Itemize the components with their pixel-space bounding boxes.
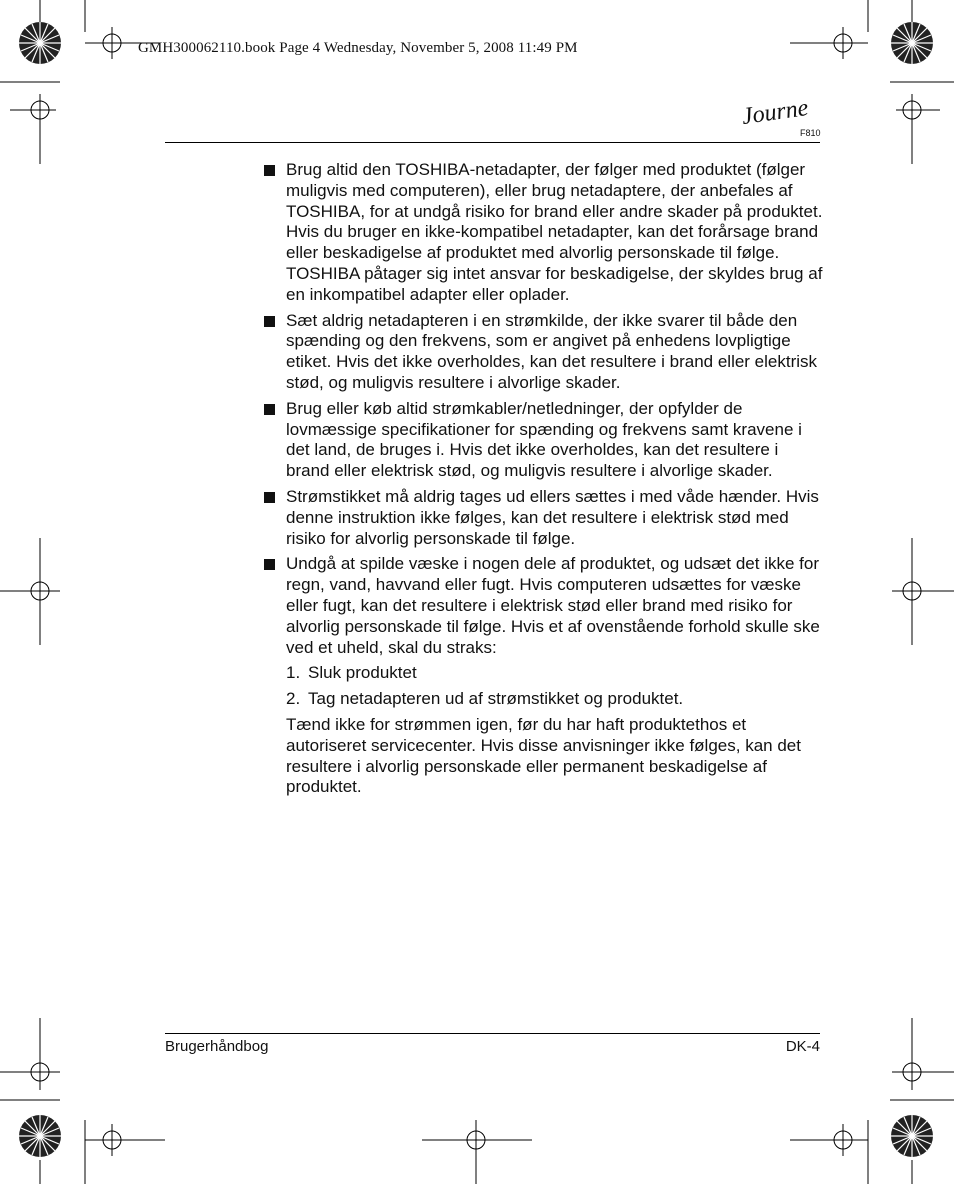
step-text: Sluk produktet <box>308 663 417 683</box>
safety-instructions <box>264 160 824 798</box>
step-number: 2. <box>286 689 301 709</box>
step-item <box>286 689 824 710</box>
bullet-text: Brug altid den TOSHIBA-netadapter, der følger med produktet (følger muligvis med computeren), eller brug netadaptere, der anbefales af TOSHIBA, for at undgå risiko for brand eller andre skader på produktet. Hvis du bruger en ikke-kompatibel netadapter, kan det forårsage brand eller beskadigelse af produktet med alvorlig personskade til følge. TOSHIBA påtager sig intet ansvar for beskadigelse, der skyldes brug af en inkompatibel adapter eller oplader. <box>286 160 823 304</box>
bullet-item <box>264 311 824 394</box>
closing-note: Tænd ikke for strømmen igen, før du har haft produktethos et autoriseret servicecenter. Hvis disse anvisninger ikke følges, kan det resultere i alvorlig personskade eller permanent beskadigelse af produktet. <box>286 714 801 797</box>
step-item <box>286 663 824 684</box>
step-number: 1. <box>286 663 301 683</box>
bullet-text: Strømstikket må aldrig tages ud ellers sættes i med våde hænder. Hvis denne instruktion ikke følges, kan det resultere i elektrisk stød med risiko for alvorlig personskade til følge. <box>286 486 819 548</box>
square-bullet-icon <box>264 554 286 658</box>
bullet-item <box>264 399 824 482</box>
step-text: Tag netadapteren ud af strømstikket og produktet. <box>308 689 684 709</box>
bullet-item <box>264 487 824 549</box>
bullet-item <box>264 160 824 306</box>
square-bullet-icon <box>264 487 286 549</box>
bullet-item <box>264 554 824 658</box>
square-bullet-icon <box>264 160 286 306</box>
header-rule <box>165 142 820 143</box>
footer-rule <box>165 1033 820 1034</box>
square-bullet-icon <box>264 311 286 394</box>
footer-manual-title: Brugerhåndbog <box>165 1038 269 1055</box>
model-label: F810 <box>800 128 821 138</box>
bullet-text: Sæt aldrig netadapteren i en strømkilde, der ikke svarer til både den spænding og den frekvens, som er angivet på enhedens lovpligtige etiket. Hvis det ikke overholdes, kan det resultere i brand eller elektrisk stød, og muligvis resultere i alvorlige skader. <box>286 310 818 392</box>
bullet-text: Brug eller køb altid strømkabler/netledninger, der opfylder de lovmæssige specifikationer for spænding og frekvens samt kravene i det land, de bruges i. Hvis det ikke overholdes, kan det resultere i brand eller elektrisk stød, og muligvis resultere i alvorlige skader. <box>286 398 802 481</box>
journe-logo: Journe <box>740 94 810 131</box>
numbered-steps <box>264 663 824 798</box>
page-number: DK-4 <box>785 1038 820 1055</box>
bullet-text: Undgå at spilde væske i nogen dele af produktet, og udsæt det ikke for regn, vand, havvand eller fugt. Hvis computeren udsættes for væske eller fugt, kan det resultere i elektrisk stød eller brand med risiko for alvorlig personskade til følge. Hvis et af ovenstående forhold skulle ske ved et uheld, skal du straks: <box>286 554 820 657</box>
square-bullet-icon <box>264 399 286 482</box>
book-slug-line: GMH300062110.book Page 4 Wednesday, November 5, 2008 11:49 PM <box>138 40 578 56</box>
